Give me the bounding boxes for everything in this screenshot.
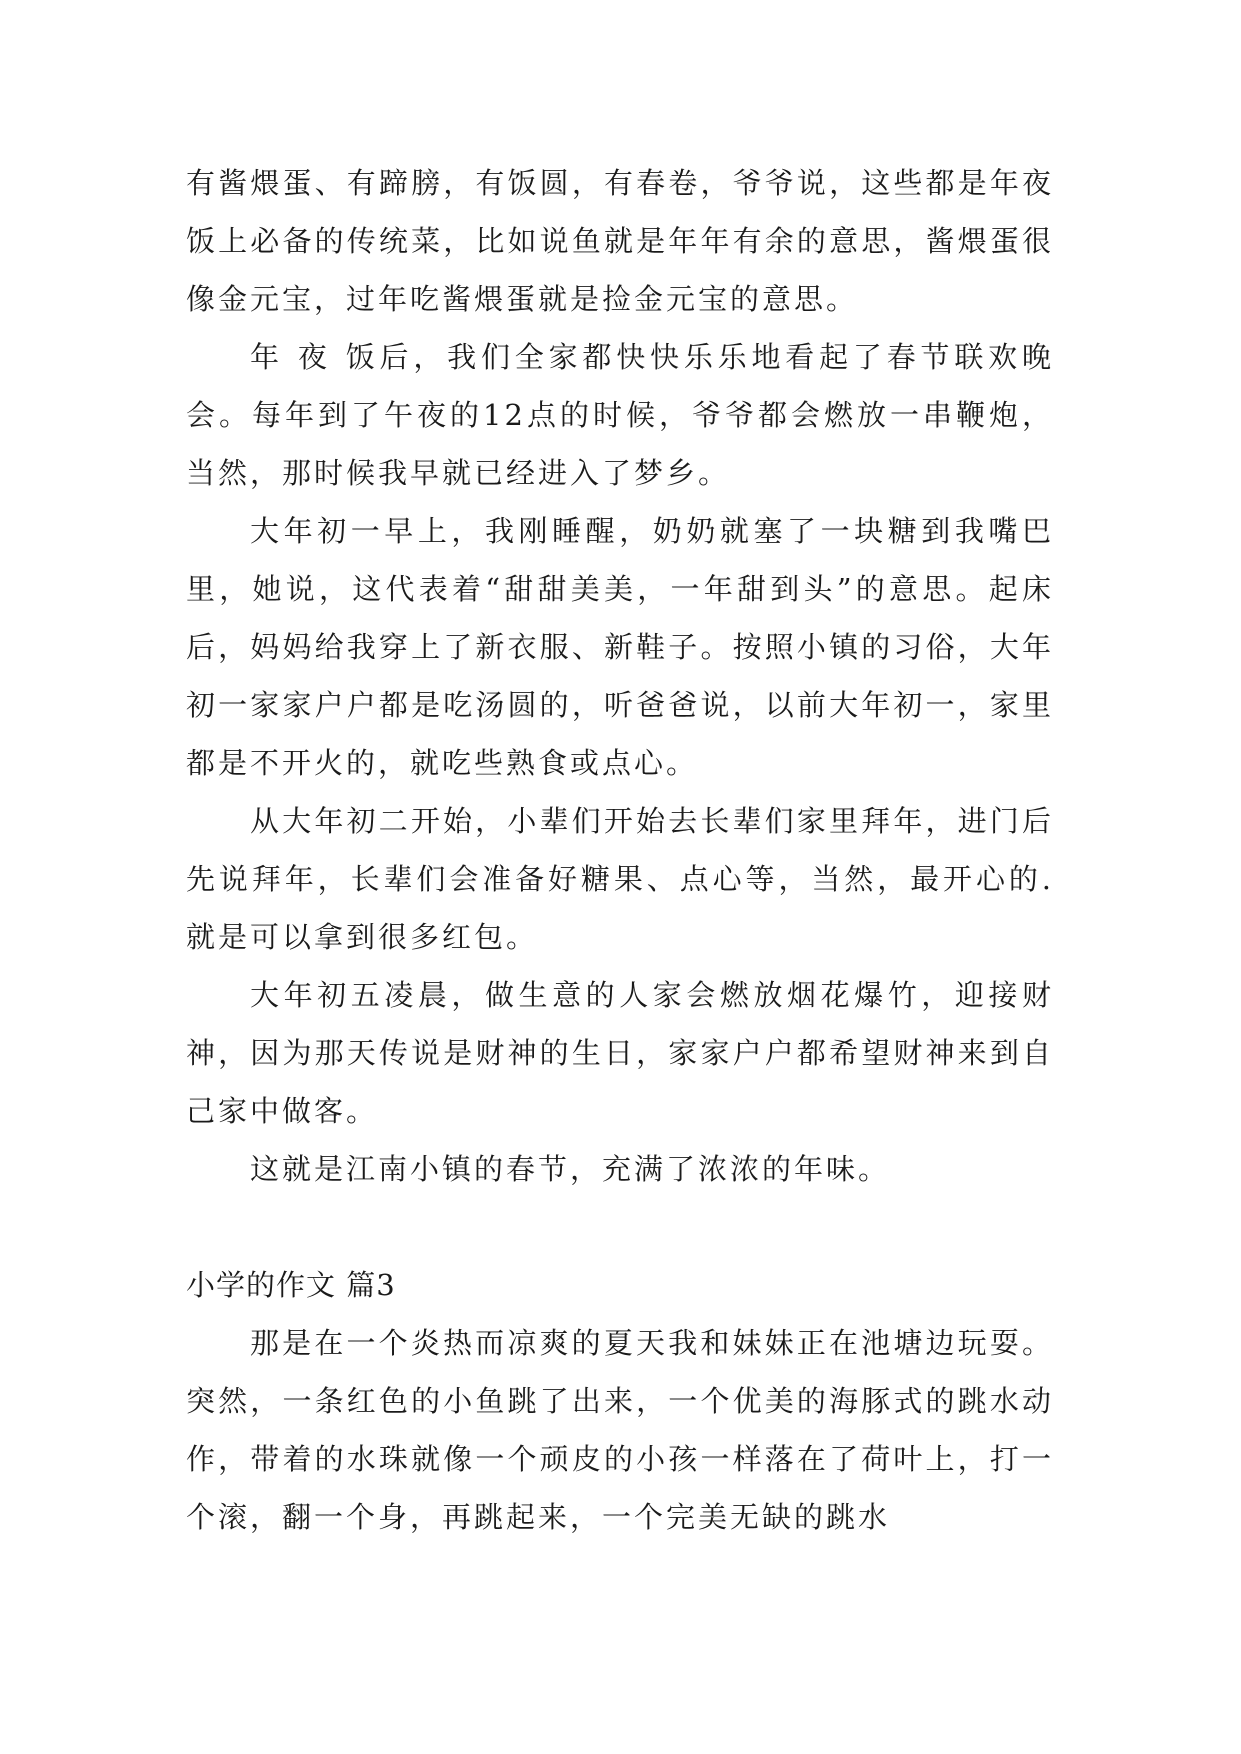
paragraph: 从大年初二开始，小辈们开始去长辈们家里拜年，进门后先说拜年，长辈们会准备好糖果、点心等，当然，最开心的.就是可以拿到很多红包。: [186, 804, 1054, 954]
paragraph: 大年初一早上，我刚睡醒，奶奶就塞了一块糖到我嘴巴里，她说，这代表着“甜甜美美，一年甜到头”的意思。起床后，妈妈给我穿上了新衣服、新鞋子。按照小镇的习俗，大年初一家家户户都是吃汤圆的，听爸爸说，以前大年初一，家里都是不开火的，就吃些熟食或点心。: [186, 514, 1054, 780]
paragraph: 大年初五凌晨，做生意的人家会燃放烟花爆竹，迎接财神，因为那天传说是财神的生日，家家户户都希望财神来到自己家中做客。: [186, 978, 1054, 1128]
paragraph: 年 夜 饭后，我们全家都快快乐乐地看起了春节联欢晚会。每年到了午夜的12点的时候，爷爷都会燃放一串鞭炮，当然，那时候我早就已经进入了梦乡。: [186, 340, 1054, 490]
section-heading: 小学的作文 篇3: [186, 1268, 396, 1302]
paragraph: 有酱煨蛋、有蹄膀，有饭圆，有春卷，爷爷说，这些都是年夜 饭上必备的传统菜，比如说鱼就是年年有余的意思，酱煨蛋很像金元宝，过年吃酱煨蛋就是捡金元宝的意思。: [186, 166, 1054, 316]
paragraph: 这就是江南小镇的春节，充满了浓浓的年味。: [250, 1152, 891, 1186]
paragraph: 那是在一个炎热而凉爽的夏天我和妹妹正在池塘边玩耍。突然，一条红色的小鱼跳了出来，一个优美的海豚式的跳水动作，带着的水珠就像一个顽皮的小孩一样落在了荷叶上，打一个滚，翻一个身，再跳起来，一个完美无缺的跳水: [186, 1326, 1054, 1534]
document-page: [186, 154, 1054, 1546]
